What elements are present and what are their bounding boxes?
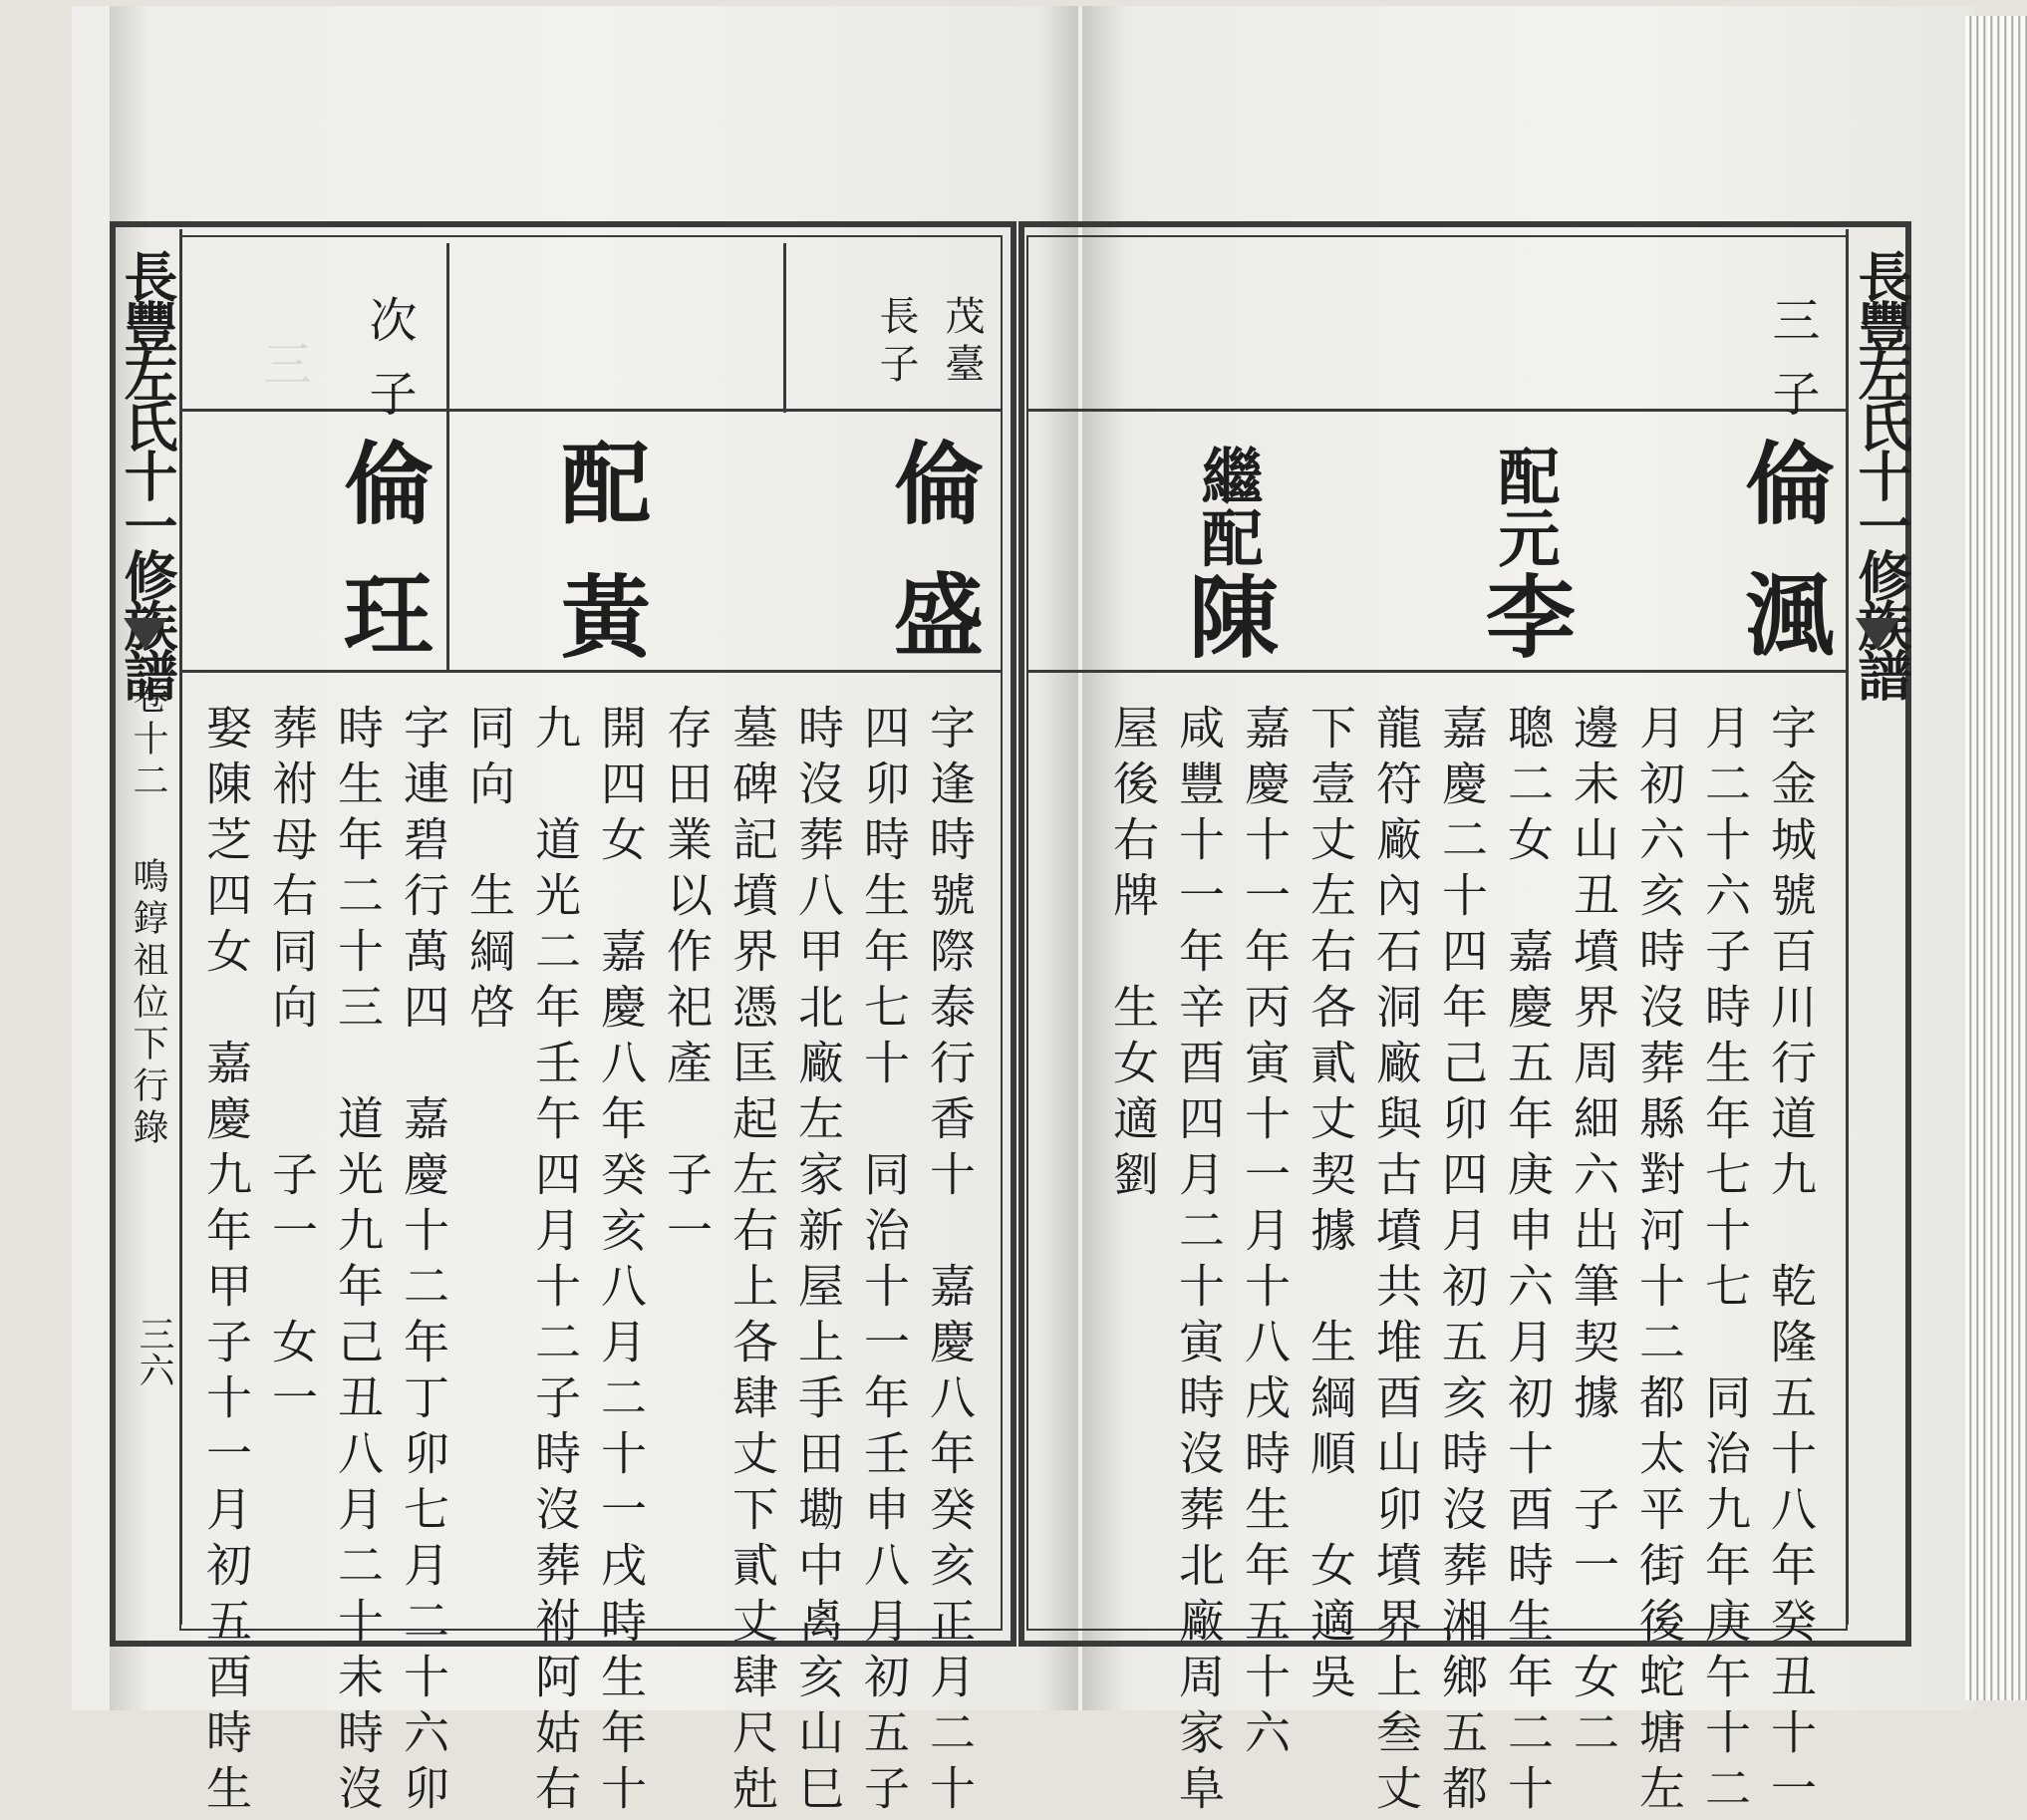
third-son-rank-label: 三子 [1764, 295, 1820, 443]
right-spine-title: 長豐左氏十一修族譜 [1850, 249, 1913, 698]
right-col-5: 聰二女 嘉慶五年庚申六月初十酉時生年二十 [1501, 704, 1555, 1820]
ghost-label: 三 [255, 339, 311, 413]
left-spine-fishtail [124, 618, 167, 650]
right-col-1: 字金城號百川行道九 乾隆五十八年癸丑十一 [1764, 704, 1818, 1820]
left-col-7: 九 道光二年壬午四月十二子時沒葬祔阿姑右 [528, 704, 582, 1820]
right-col-11: 屋後右牌 生女適劉 [1106, 704, 1160, 1206]
entry-name-lunfeng: 倫渢 [1729, 437, 1835, 700]
left-col-3: 時沒葬八甲北廠左家新屋上手田墈中禼亥山巳 [791, 704, 845, 1820]
left-col-5: 存田業以作祀產 子一 [660, 704, 714, 1262]
left-col-4: 墓碑記墳界憑匡起左右上各肆丈下貳丈肆尺兙 [725, 704, 779, 1820]
right-col-10: 咸豐十一年辛酉四月二十寅時沒葬北廠周家阜 [1172, 704, 1226, 1820]
left-entry-divider [446, 243, 449, 672]
entry-name-lunjue: 倫玨 [328, 437, 434, 700]
left-page-number: 三六 [134, 1316, 174, 1387]
right-col-7: 龍符廠內石洞廠與古墳共堆酉山卯墳界上叁丈 [1369, 704, 1423, 1820]
right-col-8: 下壹丈左右各貳丈契據 生綱順 女適吳 [1303, 704, 1357, 1708]
left-col-1: 字逢時號際泰行香十 嘉慶八年癸亥正月二十 [923, 704, 977, 1820]
left-col-11: 葬祔母右同向 子一 女一 [265, 704, 319, 1429]
left-col-6: 開四女 嘉慶八年癸亥八月二十一戌時生年十 [594, 704, 648, 1820]
page-edges [1965, 16, 2027, 1700]
entry-name-lunsheng: 倫盛 [878, 437, 984, 700]
son1-rank-label: 長子 [873, 295, 919, 391]
right-col-3: 月初六亥時沒葬縣對河十二都太平街後蛇塘左 [1632, 704, 1686, 1820]
entry-spouse1-label: 配元 [1488, 445, 1561, 568]
right-name-band-divider [1026, 670, 1846, 673]
right-spine-fishtail [1856, 618, 1899, 650]
right-spine-divider [1846, 229, 1849, 1625]
son1-parent-label: 茂臺 [939, 295, 985, 391]
left-spine-divider [179, 229, 182, 1625]
right-col-6: 嘉慶二十四年己卯四月初五亥時沒葬湘鄉五都 [1435, 704, 1489, 1820]
entry-spouse2-label: 繼配 [1191, 445, 1264, 568]
left-col-10: 時生年二十三 道光九年己丑八月二十未時沒 [331, 704, 385, 1820]
entry-spouse2-name: 陳 [1173, 570, 1279, 702]
entry-spouse-name: 黃 [545, 570, 651, 702]
right-col-4: 邊未山丑墳界周細六出筆契據 子一 女二 [1567, 704, 1620, 1764]
left-entry-divider-2 [783, 243, 786, 413]
entry-spouse1-name: 李 [1470, 570, 1576, 702]
right-col-2: 月二十六子時生年七十七 同治九年庚午十二 [1698, 704, 1752, 1820]
left-spine-title: 長豐左氏十一修族譜 [116, 249, 179, 698]
left-spine-volume: 卷十二 [128, 678, 168, 803]
left-col-9: 字連碧行萬四 嘉慶十二年丁卯七月二十六卯 [397, 704, 450, 1820]
right-col-9: 嘉慶十一年丙寅十一月十八戌時生年五十六 [1238, 704, 1292, 1764]
left-col-2: 四卯時生年七十 同治十一年壬申八月初五子 [857, 704, 911, 1820]
entry-spouse-label: 配 [545, 437, 651, 568]
right-header-band-divider [1026, 409, 1846, 412]
left-col-8: 同向 生綱啓 [462, 704, 516, 1039]
left-spine-section: 鳴錞祖位下行錄 [128, 857, 168, 1150]
son2-rank-label: 次子 [361, 295, 417, 443]
left-col-12: 娶陳芝四女 嘉慶九年甲子十一月初五酉時生 [199, 704, 253, 1820]
